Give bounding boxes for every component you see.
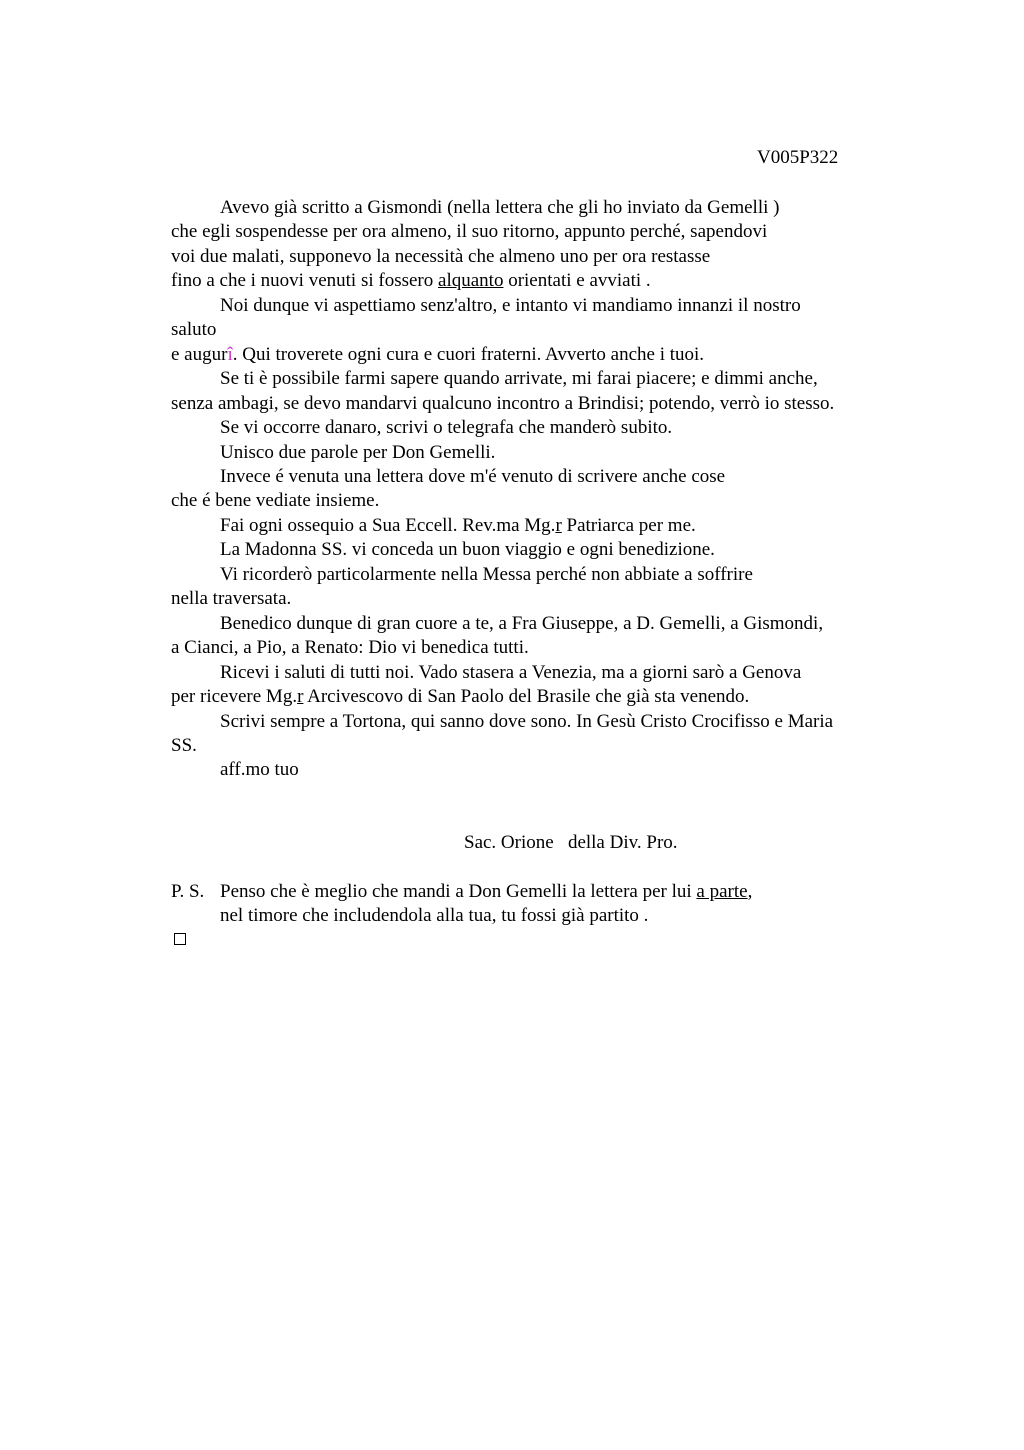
letter-text: La Madonna SS. vi conceda un buon viaggio e ogni benedizione.	[220, 539, 715, 561]
letter-text: che é bene vediate insieme.	[171, 490, 380, 512]
letter-line	[171, 416, 901, 440]
letter-text: Vi ricorderò particolarmente nella Messa perché non abbiate a soffrire	[220, 563, 753, 585]
underlined-text: r	[555, 514, 562, 536]
letter-text: Unisco due parole per Don Gemelli.	[220, 441, 496, 463]
letter-text: per ricevere Mg.	[171, 686, 298, 708]
letter-text: Se ti è possibile farmi sapere quando arrivate, mi farai piacere; e dimmi anche,	[220, 368, 818, 390]
empty-square-icon	[174, 933, 186, 945]
letter-text: Scrivi sempre a Tortona, qui sanno dove sono. In Gesù Cristo Crocifisso e Maria	[220, 710, 834, 732]
letter-line	[171, 294, 901, 318]
letter-line	[171, 563, 901, 587]
letter-text: aff.mo tuo	[220, 759, 299, 781]
letter-text: Invece é venuta una lettera dove m'é venuto di scrivere anche cose	[220, 465, 726, 487]
letter-line	[171, 710, 901, 734]
letter-line	[171, 245, 901, 269]
letter-text: Se vi occorre danaro, scrivi o telegrafa che manderò subito.	[220, 417, 673, 439]
letter-text: Patriarca per me.	[561, 514, 696, 536]
letter-line	[171, 734, 901, 758]
letter-line	[171, 343, 901, 367]
letter-line	[171, 685, 901, 709]
letter-line	[171, 612, 901, 636]
postscript-line-2	[171, 904, 752, 928]
letter-line	[171, 367, 901, 391]
postscript-indent	[171, 904, 220, 928]
letter-text: . Qui troverete ogni cura e cuori fraterni. Avverto anche i tuoi.	[232, 343, 705, 365]
postscript-text-2: nel timore che includendola alla tua, tu fossi già partito .	[220, 905, 649, 927]
letter-text: che egli sospendesse per ora almeno, il suo ritorno, appunto perché, sapendovi	[171, 221, 768, 243]
letter-line	[171, 758, 901, 782]
letter-line	[171, 489, 901, 513]
letter-line	[171, 465, 901, 489]
letter-line	[171, 269, 901, 293]
postscript-underlined-text: a parte	[696, 881, 748, 902]
letter-line	[171, 636, 901, 660]
letter-text: Noi dunque vi aspettiamo senz'altro, e intanto vi mandiamo innanzi il nostro	[220, 294, 801, 316]
letter-text: Arcivescovo di San Paolo del Brasile che già sta venendo.	[303, 686, 750, 708]
letter-text: î	[227, 343, 233, 365]
letter-text: orientati e avviati .	[503, 270, 651, 292]
letter-line	[171, 538, 901, 562]
letter-text: nella traversata.	[171, 588, 292, 610]
letter-text: SS.	[171, 734, 197, 756]
underlined-text: alquanto	[438, 270, 504, 292]
letter-text: fino a che i nuovi venuti si fossero	[171, 270, 439, 292]
letter-text: Avevo già scritto a Gismondi (nella lettera che gli ho inviato da Gemelli )	[220, 197, 780, 218]
underlined-text: r	[297, 686, 304, 708]
letter-line	[171, 587, 901, 611]
letter-text: senza ambagi, se devo mandarvi qualcuno incontro a Brindisi; potendo, verrò io stesso.	[171, 392, 835, 414]
signature: Sac. Orione della Div. Pro.	[464, 832, 678, 853]
letter-text: e augur	[171, 343, 228, 365]
letter-line	[171, 392, 901, 416]
postscript-text-1: Penso che è meglio che mandi a Don Gemelli la lettera per lui	[220, 881, 697, 902]
document-reference-code: V005P322	[757, 147, 839, 168]
letter-line	[171, 514, 901, 538]
letter-text: saluto	[171, 319, 217, 341]
postscript-line-1	[171, 880, 752, 904]
letter-line	[171, 441, 901, 465]
postscript-text-1-end: ,	[747, 881, 753, 902]
letter-line	[171, 220, 901, 244]
letter-line	[171, 196, 901, 220]
letter-line	[171, 661, 901, 685]
letter-body	[171, 196, 901, 783]
postscript	[171, 880, 752, 929]
letter-text: Benedico dunque di gran cuore a te, a Fra Giuseppe, a D. Gemelli, a Gismondi,	[220, 612, 824, 634]
letter-text: voi due malati, supponevo la necessità che almeno uno per ora restasse	[171, 245, 711, 267]
postscript-label: P. S.	[171, 881, 205, 902]
letter-line	[171, 318, 901, 342]
letter-text: Fai ogni ossequio a Sua Eccell. Rev.ma Mg.	[220, 514, 556, 536]
letter-text: a Cianci, a Pio, a Renato: Dio vi benedica tutti.	[171, 637, 529, 659]
letter-text: Ricevi i saluti di tutti noi. Vado stasera a Venezia, ma a giorni sarò a Genova	[220, 661, 802, 683]
